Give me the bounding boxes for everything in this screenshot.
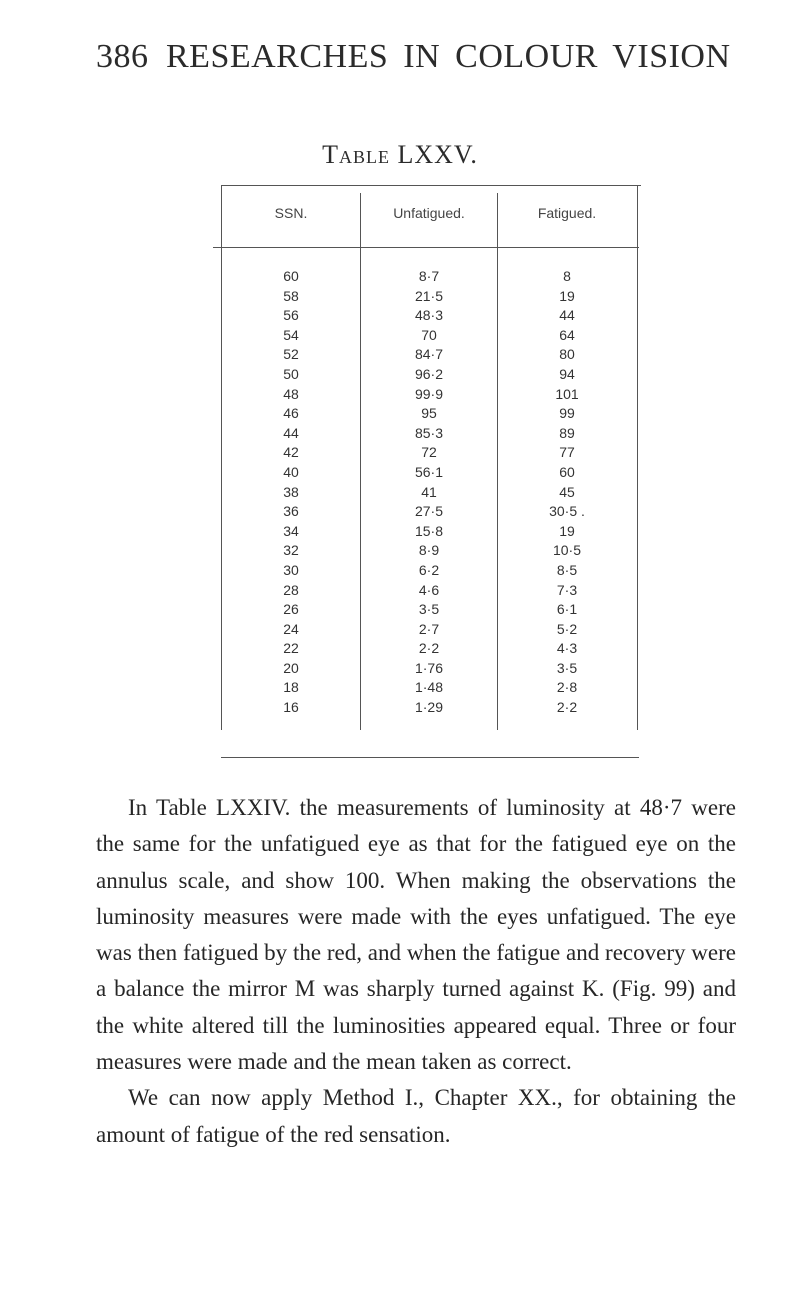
- table-cell: 85·3: [414, 424, 444, 441]
- table-cell: 4·6: [418, 581, 440, 598]
- body-text: [96, 790, 736, 1153]
- table-cell: 30: [283, 561, 299, 578]
- table-cell: 2·2: [556, 699, 578, 716]
- data-table: [213, 185, 639, 757]
- table-cell: 1·76: [414, 659, 444, 676]
- table-cell: 27·5: [414, 503, 444, 520]
- table-cell: 22: [283, 640, 299, 657]
- table-cell: 36: [283, 503, 299, 520]
- table-cell: 84·7: [414, 346, 444, 363]
- table-cell: 44: [559, 307, 575, 324]
- header-rule: [213, 247, 639, 248]
- table-cell: 42: [283, 444, 299, 461]
- running-head: [96, 38, 736, 82]
- table-cell: 48: [283, 385, 299, 402]
- table-cell: 6·1: [556, 601, 578, 618]
- table-cell: 99: [559, 405, 575, 422]
- table-cell: 10·5: [552, 542, 582, 559]
- table-cell: 89: [559, 424, 575, 441]
- table-cell: 58: [283, 287, 299, 304]
- table-left-rule: [221, 185, 222, 730]
- table-cell: 3·5: [556, 659, 578, 676]
- table-cell: 60: [559, 463, 575, 480]
- table-cell: 54: [283, 326, 299, 343]
- table-cell: 7·3: [556, 581, 578, 598]
- table-cell: 40: [283, 463, 299, 480]
- running-head-title: RESEARCHES IN COLOUR VISION: [166, 38, 731, 75]
- table-cell: 1·48: [414, 679, 444, 696]
- table-cell: 16: [283, 699, 299, 716]
- header-unfatigued: Unfatigued.: [393, 205, 465, 221]
- table-top-rule: [221, 185, 641, 186]
- table-cell: 77: [559, 444, 575, 461]
- table-cell: 56·1: [414, 463, 444, 480]
- table-cell: 26: [283, 601, 299, 618]
- table-cell: 32: [283, 542, 299, 559]
- paragraph-2: We can now apply Method I., Chapter XX., for obtaining the amount of fatigue of the red sensation.: [96, 1085, 736, 1147]
- table-cell: 4·3: [556, 640, 578, 657]
- table-cell: 5·2: [556, 620, 578, 637]
- table-cell: 20: [283, 659, 299, 676]
- table-cell: 8·5: [556, 561, 578, 578]
- table-cell: 34: [283, 522, 299, 539]
- table-cell: 19: [559, 522, 575, 539]
- table-cell: 8·9: [418, 542, 440, 559]
- table-cell: 28: [283, 581, 299, 598]
- table-title: Table LXXV.: [322, 140, 478, 169]
- table-cell: 45: [559, 483, 575, 500]
- column-unfatigued: [361, 267, 497, 718]
- table-cell: 50: [283, 365, 299, 382]
- table-cell: 30·5 .: [549, 503, 585, 520]
- table-cell: 2·2: [418, 640, 440, 657]
- table-cell: 1·29: [414, 699, 444, 716]
- table-cell: 56: [283, 307, 299, 324]
- table-cell: 2·7: [418, 620, 440, 637]
- table-cell: 60: [283, 268, 299, 284]
- column-ssn: [223, 267, 359, 718]
- table-cell: 52: [283, 346, 299, 363]
- table-cell: 18: [283, 679, 299, 696]
- table-cell: 8: [563, 268, 571, 284]
- table-bottom-rule: [221, 757, 639, 758]
- header-fatigued: Fatigued.: [537, 205, 597, 221]
- table-cell: 41: [421, 483, 437, 500]
- table-cell: 44: [283, 424, 299, 441]
- table-right-rule: [637, 185, 638, 730]
- table-cell: 99·9: [414, 385, 444, 402]
- table-cell: 94: [559, 365, 575, 382]
- table-cell: 8·7: [418, 268, 440, 284]
- page-number: 386: [96, 38, 149, 75]
- table-cell: 2·8: [556, 679, 578, 696]
- table-cell: 95: [421, 405, 437, 422]
- paragraph-1: In Table LXXIV. the measurements of luminosity at 48·7 were the same for the unfatigued eye as that for the fatigued eye on the annulus scale, and show 100. When making the observations the luminosity measures were made with the eyes unfatigued. The eye was then fatigued by the red, and when the fatigue and recovery were a balance the mirror M was sharply turned against K. (Fig. 99) and the white altered till the luminosities appeared equal. Three or four measures were made and the mean taken as correct.: [96, 795, 736, 1075]
- column-fatigued: [499, 267, 635, 718]
- table-cell: 3·5: [418, 601, 440, 618]
- table-cell: 80: [559, 346, 575, 363]
- table-cell: 24: [283, 620, 299, 637]
- table-cell: 21·5: [414, 287, 444, 304]
- table-cell: 72: [421, 444, 437, 461]
- table-cell: 64: [559, 326, 575, 343]
- table-cell: 101: [555, 385, 579, 402]
- table-cell: 38: [283, 483, 299, 500]
- table-cell: 46: [283, 405, 299, 422]
- table-cell: 48·3: [414, 307, 444, 324]
- table-cell: 15·8: [414, 522, 444, 539]
- table-cell: 70: [421, 326, 437, 343]
- table-cell: 19: [559, 287, 575, 304]
- table-cell: 96·2: [414, 365, 444, 382]
- column-divider-2: [497, 193, 498, 730]
- header-ssn: SSN.: [274, 205, 308, 221]
- table-cell: 6·2: [418, 561, 440, 578]
